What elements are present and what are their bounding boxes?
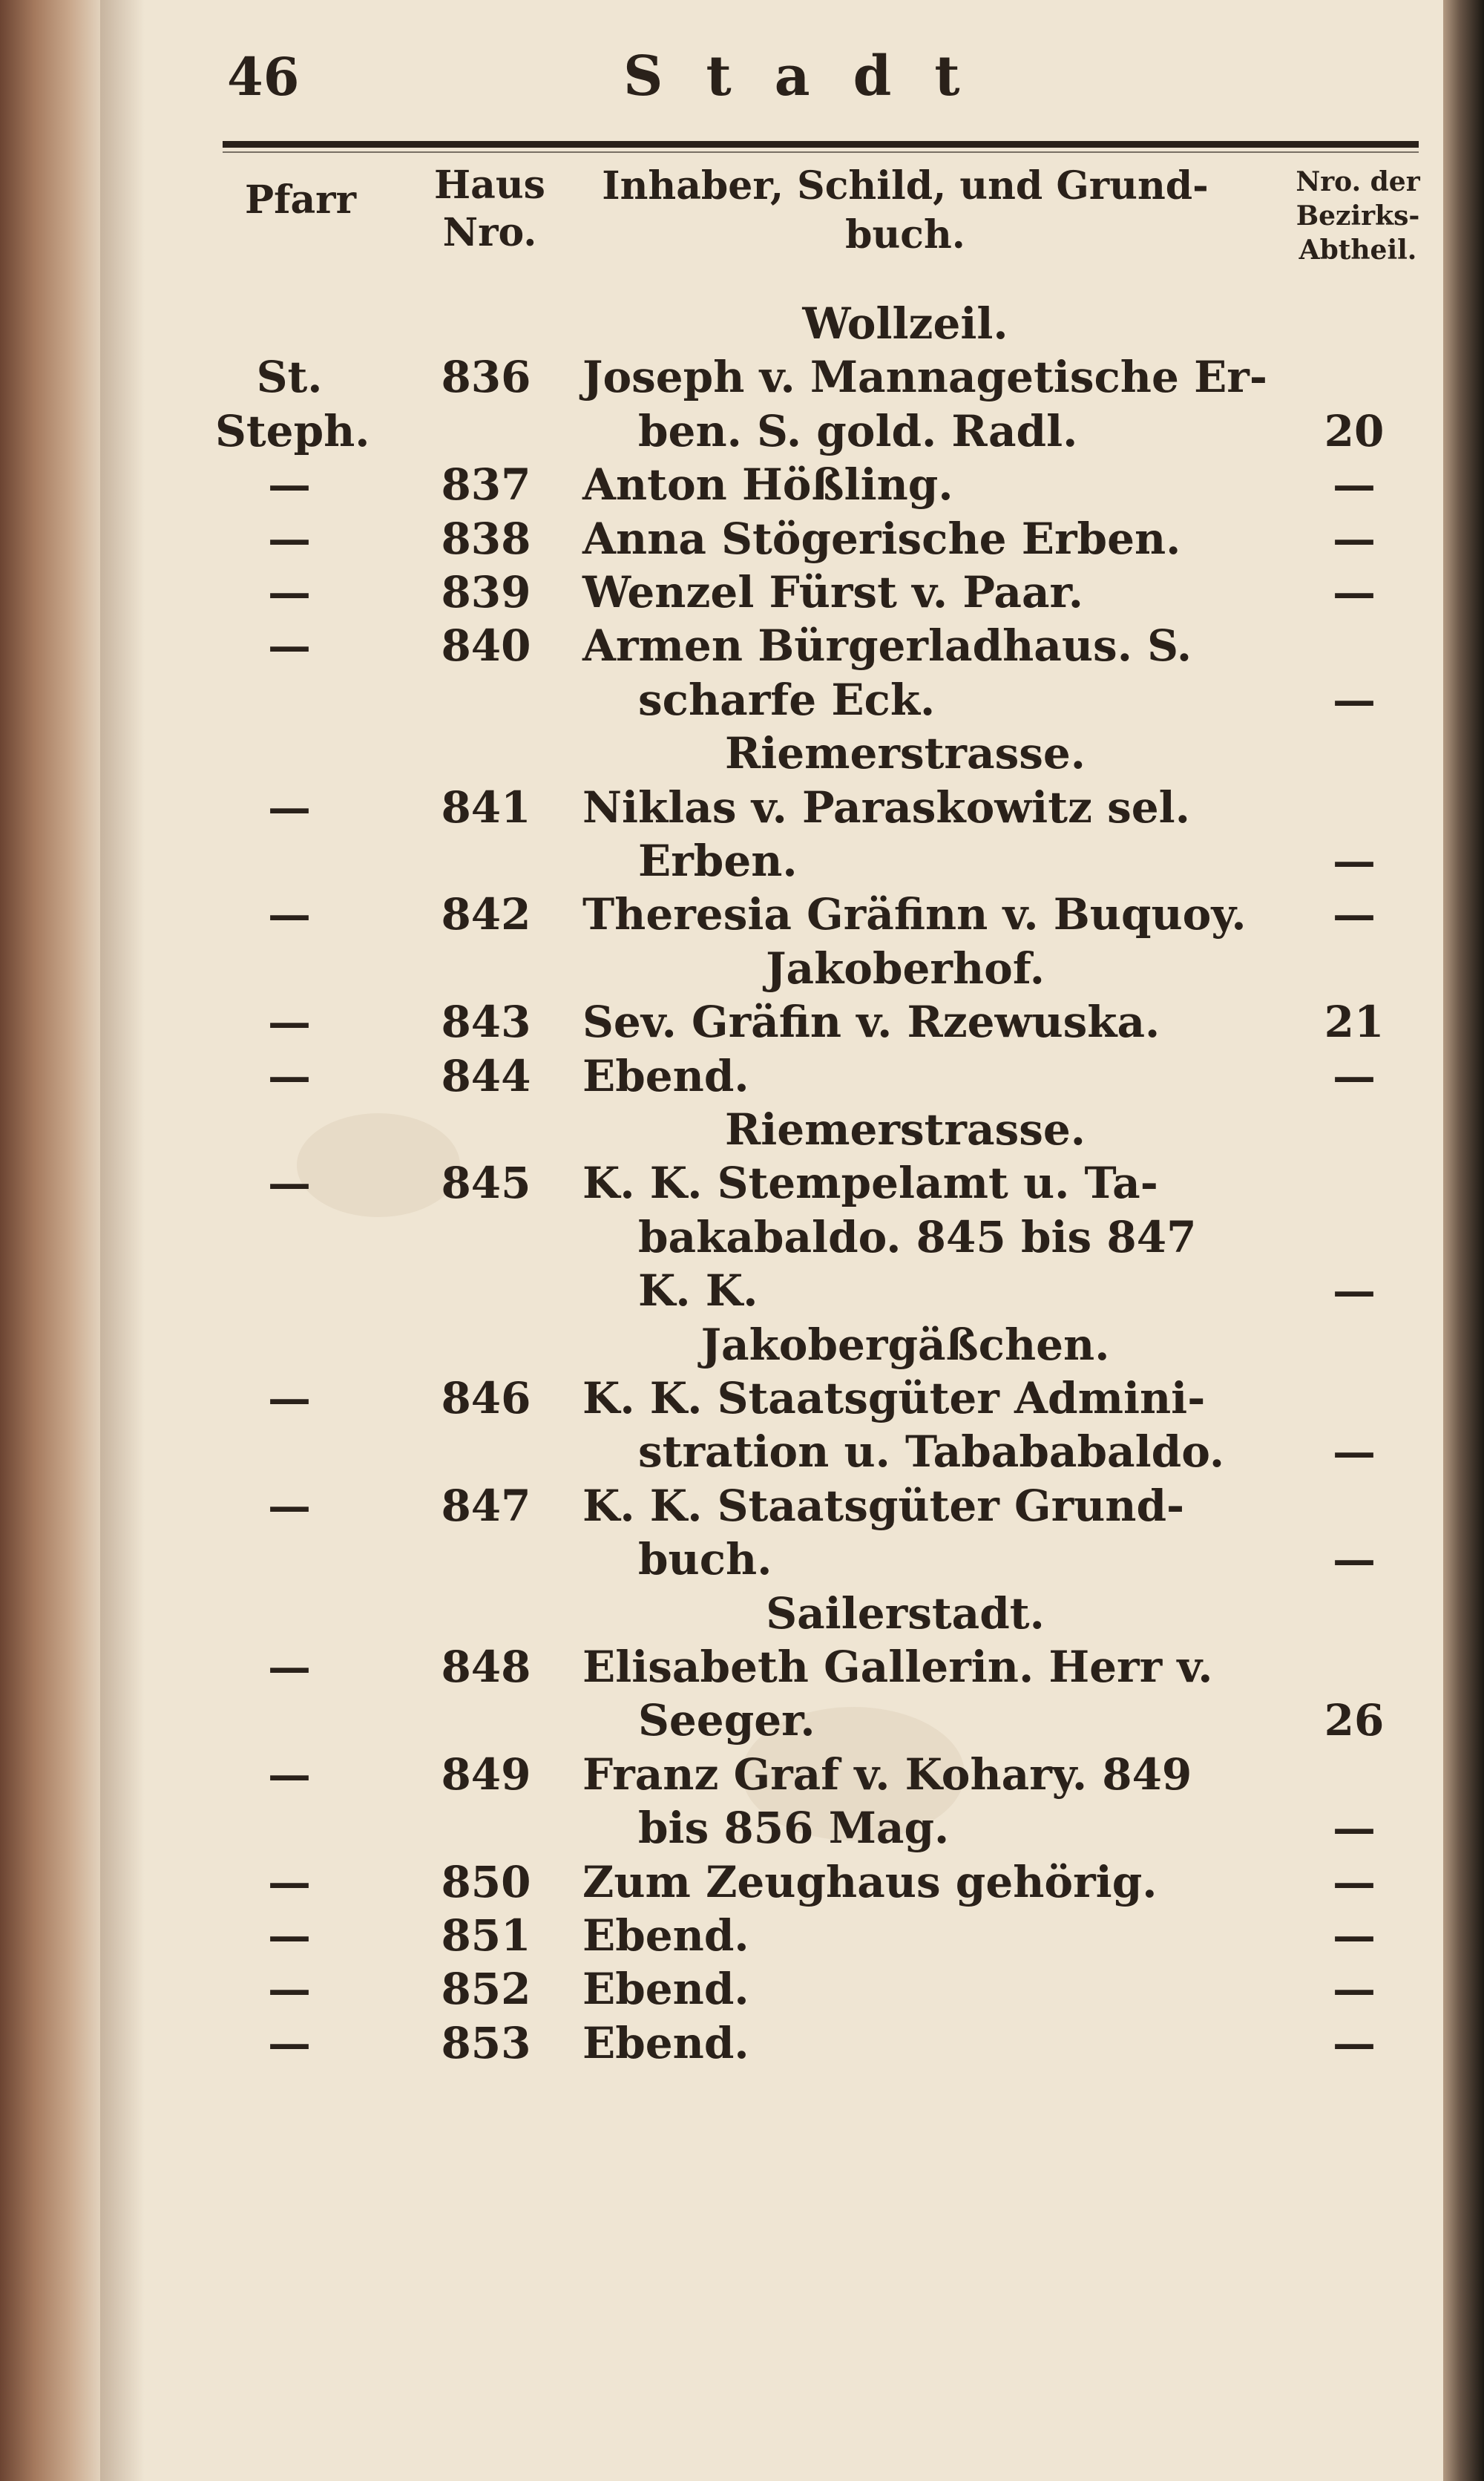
bezirk-cell: — xyxy=(1333,836,1376,886)
street-heading-row xyxy=(0,1103,1484,1156)
running-title: Stadt xyxy=(623,45,1003,108)
table-row xyxy=(0,1640,1484,1694)
pfarr-cell: — xyxy=(268,1749,311,1800)
bezirk-cell: — xyxy=(1333,1856,1376,1907)
pfarr-cell: — xyxy=(268,1910,311,1961)
street-heading-row xyxy=(0,727,1484,780)
owner-text-cell: Ebend. xyxy=(582,1910,749,1961)
table-row xyxy=(0,1156,1484,1210)
street-heading: Riemerstrasse. xyxy=(725,728,1086,779)
house-number-cell: 853 xyxy=(441,2017,531,2068)
bezirk-cell: — xyxy=(1333,567,1376,617)
page-number: 46 xyxy=(227,46,300,108)
owner-text-cell: Sev. Gräfin v. Rzewuska. xyxy=(582,997,1160,1048)
street-heading: Riemerstrasse. xyxy=(725,1104,1086,1155)
pfarr-cell: — xyxy=(268,1642,311,1692)
table-row xyxy=(0,1049,1484,1103)
bezirk-cell: — xyxy=(1333,1803,1376,1854)
owner-text-cell: Wenzel Fürst v. Paar. xyxy=(582,567,1083,617)
owner-text-cell: Anna Stögerische Erben. xyxy=(582,513,1181,564)
table-row xyxy=(0,1694,1484,1747)
owner-text-cell: Niklas v. Paraskowitz sel. xyxy=(582,781,1190,833)
house-number-cell: 838 xyxy=(441,513,531,564)
owner-text-continuation: Seeger. xyxy=(638,1695,815,1746)
table-row xyxy=(0,619,1484,672)
owner-text-cell: Zum Zeughaus gehörig. xyxy=(582,1856,1158,1907)
house-number-cell: 849 xyxy=(441,1749,531,1800)
owner-text-cell: K. K. Staatsgüter Admini- xyxy=(582,1373,1206,1423)
owner-text-cell: Joseph v. Mannagetische Er- xyxy=(582,352,1267,403)
table-row xyxy=(0,1533,1484,1586)
table-row xyxy=(0,1210,1484,1264)
house-number-cell: 843 xyxy=(441,997,531,1048)
house-number-cell: 844 xyxy=(441,1050,531,1101)
pfarr-cell: — xyxy=(268,2017,311,2068)
table-row xyxy=(0,1748,1484,1801)
column-header-bezirk-line2: Bezirks- xyxy=(1296,200,1420,232)
owner-text-continuation: scharfe Eck. xyxy=(638,674,936,725)
owner-text-continuation: Erben. xyxy=(638,836,798,886)
bezirk-cell: — xyxy=(1333,2017,1376,2068)
house-number-cell: 836 xyxy=(441,352,531,403)
owner-text-continuation: stration u. Tabababaldo. xyxy=(638,1426,1225,1478)
owner-text-continuation: bakabaldo. 845 bis 847 xyxy=(638,1211,1197,1262)
table-row xyxy=(0,781,1484,834)
owner-text-continuation: ben. S. gold. Radl. xyxy=(638,405,1078,456)
pfarr-cell: — xyxy=(268,513,311,564)
house-number-cell: 837 xyxy=(441,459,531,511)
table-row xyxy=(0,404,1484,458)
house-number-cell: 850 xyxy=(441,1856,531,1907)
bezirk-cell: 20 xyxy=(1324,405,1385,456)
pfarr-cell: — xyxy=(268,620,311,672)
pfarr-cell: — xyxy=(268,1050,311,1101)
pfarr-cell: — xyxy=(268,781,311,833)
house-number-cell: 841 xyxy=(441,781,531,833)
street-heading: Jakoberhof. xyxy=(766,943,1045,994)
table-row xyxy=(0,1801,1484,1855)
street-heading-row xyxy=(0,942,1484,995)
bezirk-cell: — xyxy=(1333,1050,1376,1101)
pfarr-cell: St. xyxy=(256,352,323,403)
bezirk-cell: — xyxy=(1333,674,1376,725)
table-row xyxy=(0,1264,1484,1317)
bezirk-cell: 26 xyxy=(1324,1695,1385,1746)
table-row xyxy=(0,566,1484,619)
pfarr-cell: — xyxy=(268,1856,311,1907)
house-number-cell: 842 xyxy=(441,889,531,940)
house-number-cell: 852 xyxy=(441,1964,531,2015)
pfarr-cell: — xyxy=(268,1480,311,1531)
house-number-cell: 846 xyxy=(441,1373,531,1423)
owner-text-continuation: buch. xyxy=(638,1534,772,1585)
table-row xyxy=(0,1371,1484,1425)
owner-text-cell: K. K. Stempelamt u. Ta- xyxy=(582,1158,1158,1209)
bezirk-cell: — xyxy=(1333,1964,1376,2015)
table-row xyxy=(0,1962,1484,2016)
column-header-haus-label: Haus xyxy=(434,163,545,208)
house-number-cell: 847 xyxy=(441,1480,531,1531)
column-header-pfarr-label: Pfarr xyxy=(245,177,356,223)
bezirk-cell: — xyxy=(1333,1534,1376,1585)
pfarr-cell: — xyxy=(268,1373,311,1423)
house-number-cell: 848 xyxy=(441,1642,531,1692)
house-number-cell: 839 xyxy=(441,567,531,617)
pfarr-cell: — xyxy=(268,459,311,511)
pfarr-cell: Steph. xyxy=(215,405,370,456)
owner-text-cell: Anton Hößling. xyxy=(582,459,953,511)
bezirk-cell: — xyxy=(1333,889,1376,940)
bezirk-cell: — xyxy=(1333,1265,1376,1317)
owner-text-cell: Franz Graf v. Kohary. 849 xyxy=(582,1749,1192,1800)
owner-text-cell: Ebend. xyxy=(582,1050,749,1101)
pfarr-cell: — xyxy=(268,1964,311,2015)
table-row xyxy=(0,673,1484,727)
street-heading: Sailerstadt. xyxy=(766,1587,1045,1639)
column-header-inhaber-line1: Inhaber, Schild, und Grund- xyxy=(602,163,1209,209)
owner-text-cell: Ebend. xyxy=(582,2017,749,2068)
column-header-bezirk-line3: Abtheil. xyxy=(1298,235,1417,266)
bezirk-cell: — xyxy=(1333,1426,1376,1478)
table-row xyxy=(0,350,1484,404)
bezirk-cell: 21 xyxy=(1324,997,1385,1048)
street-heading-row xyxy=(0,1318,1484,1371)
table-row xyxy=(0,834,1484,888)
column-header-nro-label: Nro. xyxy=(442,210,537,255)
bezirk-cell: — xyxy=(1333,459,1376,511)
pfarr-cell: — xyxy=(268,1158,311,1209)
street-heading-row xyxy=(0,297,1484,350)
table-row xyxy=(0,1479,1484,1533)
pfarr-cell: — xyxy=(268,567,311,617)
table-row xyxy=(0,2016,1484,2070)
owner-text-continuation: K. K. xyxy=(638,1265,758,1317)
street-heading: Wollzeil. xyxy=(802,298,1008,349)
table-row xyxy=(0,458,1484,511)
table-row xyxy=(0,1855,1484,1909)
table-row xyxy=(0,888,1484,941)
bezirk-cell: — xyxy=(1333,1910,1376,1961)
table-row xyxy=(0,1425,1484,1478)
table-row xyxy=(0,995,1484,1049)
owner-text-cell: Ebend. xyxy=(582,1964,749,2015)
owner-text-cell: Theresia Gräfinn v. Buquoy. xyxy=(582,889,1247,940)
bezirk-cell: — xyxy=(1333,513,1376,564)
house-number-cell: 851 xyxy=(441,1910,531,1961)
owner-text-cell: K. K. Staatsgüter Grund- xyxy=(582,1480,1185,1531)
owner-text-cell: Armen Bürgerladhaus. S. xyxy=(582,620,1192,672)
pfarr-cell: — xyxy=(268,889,311,940)
column-header-bezirk-line1: Nro. der xyxy=(1296,166,1420,197)
table-row xyxy=(0,1909,1484,1962)
street-heading-row xyxy=(0,1587,1484,1640)
column-header-inhaber-line2: buch. xyxy=(845,212,965,258)
owner-text-continuation: bis 856 Mag. xyxy=(638,1803,950,1854)
owner-text-cell: Elisabeth Gallerin. Herr v. xyxy=(582,1642,1213,1692)
house-number-cell: 845 xyxy=(441,1158,531,1209)
house-number-cell: 840 xyxy=(441,620,531,672)
pfarr-cell: — xyxy=(268,997,311,1048)
street-heading: Jakobergäßchen. xyxy=(700,1319,1110,1370)
table-row xyxy=(0,512,1484,566)
